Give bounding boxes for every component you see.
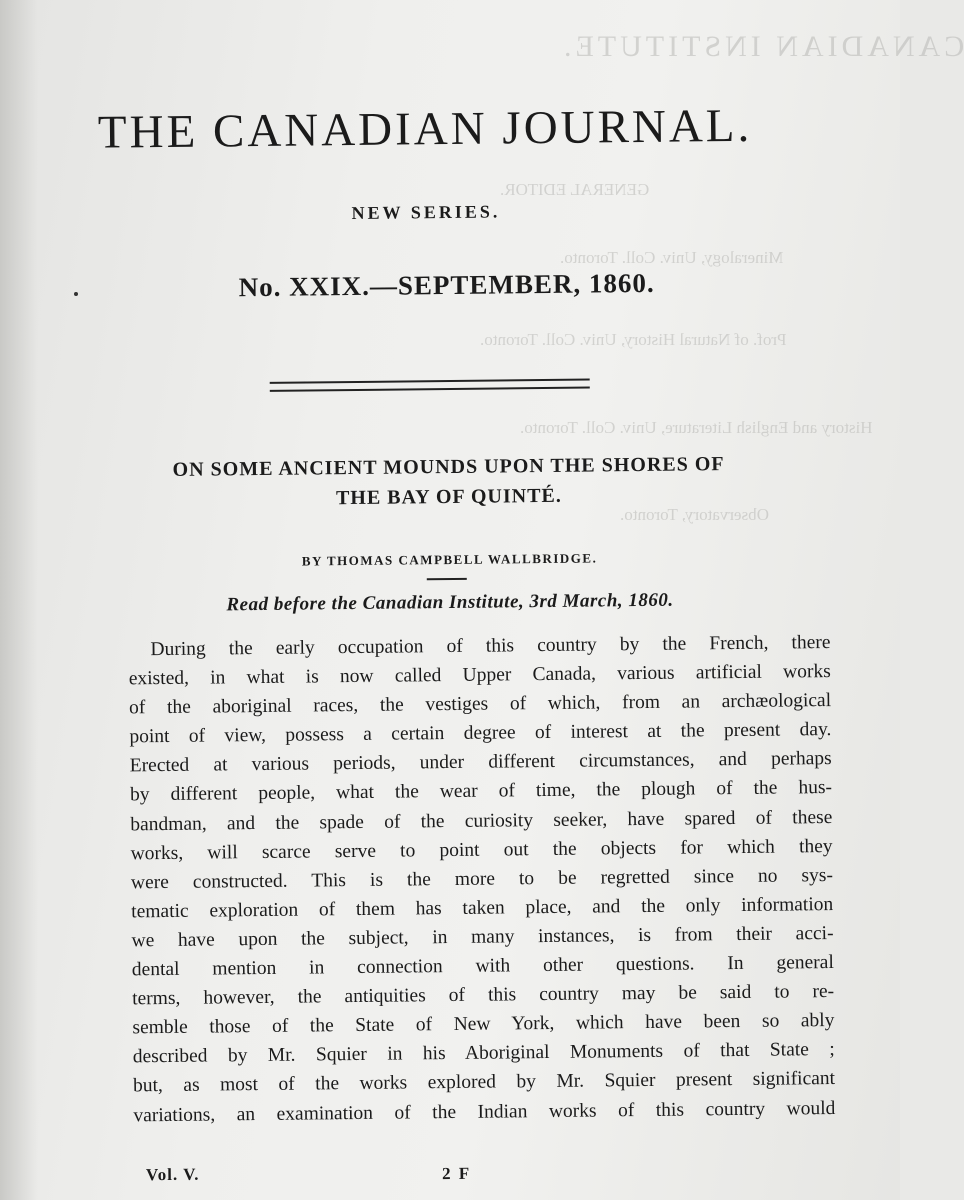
article-title-line: ON SOME ANCIENT MOUNDS UPON THE SHORES OF [172,453,725,481]
body-line: point of view, possess a certain degree of interest at the present day. [129,719,832,748]
show-through-text: Observatory, Toronto. [620,505,769,524]
body-line: variations, an examination of the Indian works of this country would [133,1097,836,1126]
printer-signature-mark: 2 F [441,1163,472,1184]
body-line: Erected at various periods, under different circumstances, and perhaps [129,748,832,777]
article-body [128,628,835,1130]
series-label: NEW SERIES. [351,201,501,224]
show-through-text: CANADIAN INSTITUTE. [560,30,964,63]
body-line: of the aboriginal races, the vestiges of which, from an archæological [129,690,832,719]
body-line: existed, in what is now called Upper Canada, various artificial works [128,661,831,690]
short-rule-divider [427,578,467,580]
article-title-line: THE BAY OF QUINTÉ. [335,484,562,510]
double-rule-divider [270,379,590,392]
show-through-text: GENERAL EDITOR. [500,180,650,199]
read-before-note: Read before the Canadian Institute, 3rd March, 1860. [226,589,674,616]
body-line: During the early occupation of this country by the French, there [150,632,831,661]
show-through-text: Prof. of Natural History, Univ. Coll. Toronto. [480,330,787,349]
body-line: semble those of the State of New York, which have been so ably [132,1010,835,1039]
article-title [38,448,859,517]
body-line: by different people, what the wear of time, the plough of the hus- [129,777,833,806]
body-line: dental mention in connection with other questions. In general [131,952,834,981]
issue-line: No. XXIX.—SEPTEMBER, 1860. [238,267,655,303]
show-through-text: History and English Literature, Univ. Coll. Toronto. [520,418,873,437]
body-line: terms, however, the antiquities of this country may be said to re- [132,981,835,1010]
body-line: but, as most of the works explored by Mr. Squier present significant [132,1068,836,1097]
body-line: works, will scarce serve to point out the objects for which they [130,835,833,865]
body-line: were constructed. This is the more to be regretted since no sys- [130,864,834,894]
body-line: bandman, and the spade of the curiosity seeker, have spared of these [130,806,833,835]
body-line: described by Mr. Squier in his Aboriginal Monuments of that State ; [132,1039,835,1068]
show-through-text: Mineralogy, Univ. Coll. Toronto. [560,248,784,267]
author-byline: BY THOMAS CAMPBELL WALLBRIDGE. [301,550,598,569]
volume-label: Vol. V. [145,1164,200,1185]
body-line: we have upon the subject, in many instances, is from their acci- [131,922,834,952]
body-line: tematic exploration of them has taken place, and the only information [131,893,834,923]
journal-title: THE CANADIAN JOURNAL. [97,99,753,159]
